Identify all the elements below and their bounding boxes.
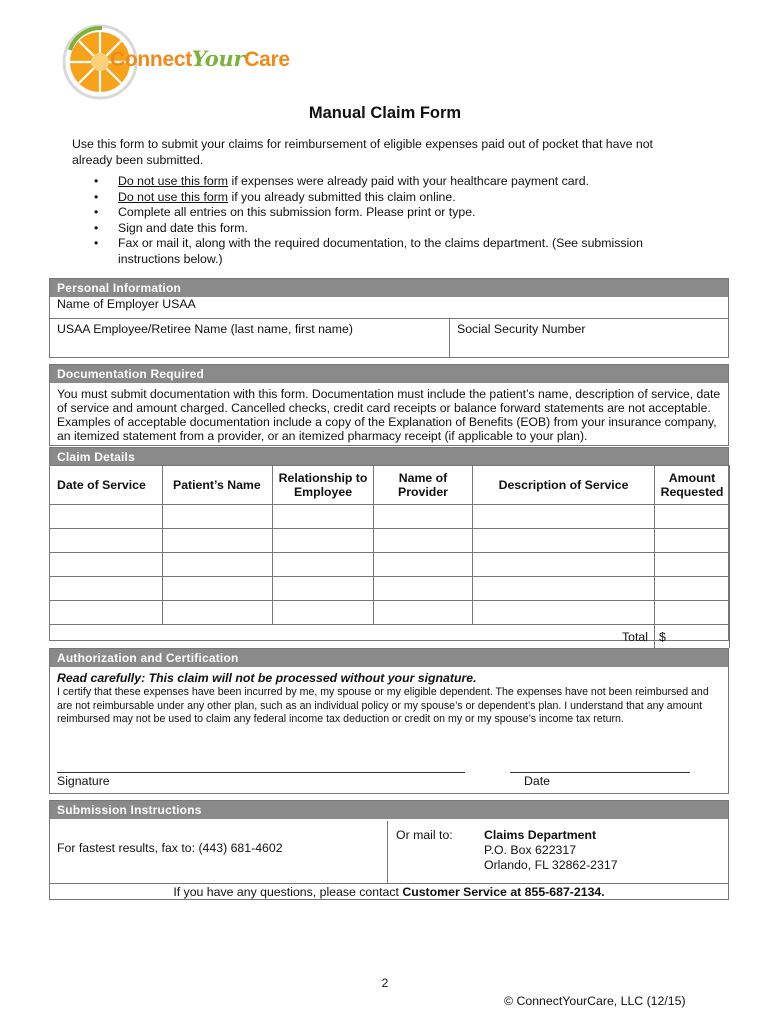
list-item: • Complete all entries on this submission form. Please print or type. xyxy=(90,205,690,221)
mail-label: Or mail to: xyxy=(396,828,453,842)
questions-contact: If you have any questions, please contact Customer Service at 855-687-2134. xyxy=(173,885,605,899)
list-item: • Do not use this form if you already submitted this claim online. xyxy=(90,190,690,206)
signature-label: Signature xyxy=(57,774,110,788)
authorization-header: Authorization and Certification xyxy=(50,649,728,667)
claims-table xyxy=(49,465,730,648)
table-row xyxy=(50,553,730,577)
ssn-field[interactable]: Social Security Number xyxy=(457,322,586,336)
fax-instructions: For fastest results, fax to: (443) 681-4602 xyxy=(50,821,388,883)
certification-text: I certify that these expenses have been incurred by me, my spouse or my eligible dependent. The expenses have not been reimbursed and are not reimbursable under any other plan, such as an individual policy or my spouse’s or dependent’s plan. I understand that any amount reimbursed may not be used to claim any federal income tax deduction or credit on my or my spouse’s income tax return. xyxy=(57,686,709,725)
date-line[interactable] xyxy=(510,772,690,773)
total-label: Total xyxy=(50,625,655,649)
submission-section xyxy=(49,800,729,900)
col-provider: Name of Provider xyxy=(374,466,473,505)
col-patient-name: Patient’s Name xyxy=(163,466,273,505)
personal-info-header: Personal Information xyxy=(50,279,728,297)
personal-info-section xyxy=(49,278,729,358)
list-item: • Fax or mail it, along with the required documentation, to the claims department. (See submission instructions below.) xyxy=(90,236,690,267)
mailing-address: Claims Department P.O. Box 622317 Orlando, FL 32862-2317 xyxy=(484,828,618,872)
employer-field[interactable]: Name of Employer USAA xyxy=(50,297,728,319)
documentation-header: Documentation Required xyxy=(50,365,728,383)
date-label: Date xyxy=(524,774,550,788)
col-amount: Amount Requested xyxy=(655,466,730,505)
logo-wordmark: ConnectYourCare xyxy=(110,46,290,71)
copyright: © ConnectYourCare, LLC (12/15) xyxy=(504,994,686,1008)
col-description: Description of Service xyxy=(473,466,655,505)
total-amount-field[interactable]: $ xyxy=(655,625,730,649)
intro-text: Use this form to submit your claims for reimbursement of eligible expenses paid out of pocket that have not already been submitted. xyxy=(72,137,653,167)
signature-warning: Read carefully: This claim will not be processed without your signature. xyxy=(57,671,477,685)
table-row xyxy=(50,601,730,625)
instructions-list xyxy=(90,174,690,267)
col-relationship: Relationship to Employee xyxy=(273,466,374,505)
employee-name-field[interactable]: USAA Employee/Retiree Name (last name, first name) xyxy=(50,319,450,358)
claim-details-section xyxy=(49,447,729,644)
table-row xyxy=(50,529,730,553)
page-title: Manual Claim Form xyxy=(308,104,462,122)
table-row xyxy=(50,505,730,529)
col-date-of-service: Date of Service xyxy=(50,466,163,505)
list-item: • Sign and date this form. xyxy=(90,221,690,237)
total-row xyxy=(50,625,730,649)
signature-line[interactable] xyxy=(57,772,465,773)
authorization-section xyxy=(49,648,729,794)
claim-details-header: Claim Details xyxy=(50,448,728,466)
submission-header: Submission Instructions xyxy=(50,801,728,819)
table-row xyxy=(50,577,730,601)
list-item: • Do not use this form if expenses were already paid with your healthcare payment card. xyxy=(90,174,690,190)
documentation-section xyxy=(49,364,729,446)
documentation-text: You must submit documentation with this form. Documentation must include the patient’s name, description of service, date of service and amount charged. Cancelled checks, credit card receipts or balance forward statements are not acceptable. Examples of acceptable documentation include a copy of the Explanation of Benefits (EOB) from your insurance company, an itemized statement from a provider, or an itemized pharmacy receipt (if applicable to your plan). xyxy=(57,387,721,443)
page-number: 2 xyxy=(381,976,389,990)
